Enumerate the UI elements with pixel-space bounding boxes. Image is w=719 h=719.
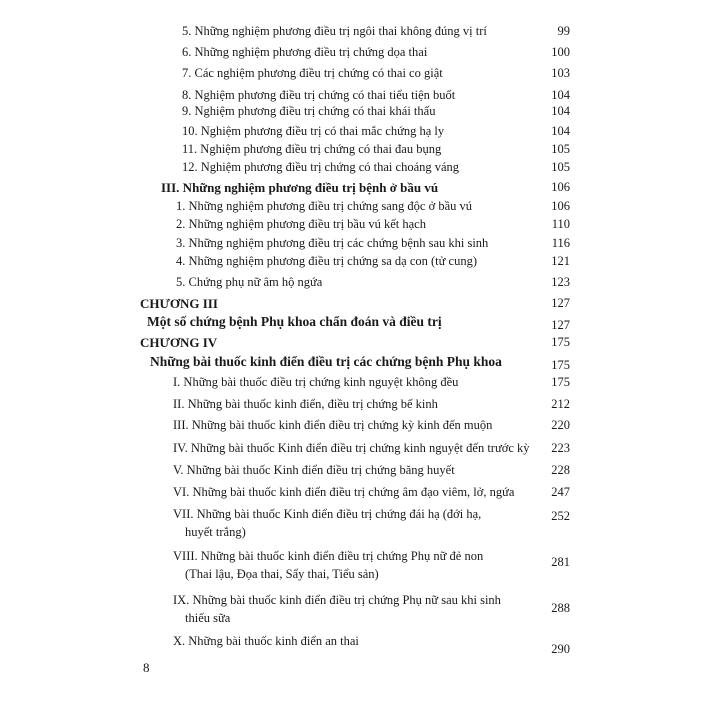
toc-entry-label: 9. Nghiệm phương điều trị chứng có thai khái thấu — [182, 104, 436, 118]
toc-entry-page: 99 — [557, 24, 570, 38]
toc-entry-page: 121 — [551, 254, 570, 268]
toc-entry-label-continued: (Thai lậu, Đọa thai, Sẩy thai, Tiểu sản) — [185, 567, 379, 581]
toc-entry-page: 105 — [551, 142, 570, 156]
toc-entry — [0, 275, 719, 293]
toc-entry-page: 105 — [551, 160, 570, 174]
toc-entry-label: 5. Chứng phụ nữ âm hộ ngứa — [176, 275, 323, 289]
toc-entry-page: 106 — [551, 180, 570, 194]
chapter-heading: CHƯƠNG III — [140, 296, 218, 311]
toc-entry-label: 3. Những nghiệm phương điều trị các chứng bệnh sau khi sinh — [176, 236, 489, 250]
chapter-heading: CHƯƠNG IV — [140, 335, 218, 350]
toc-entry-page: 100 — [551, 45, 570, 59]
toc-entry-page: 104 — [551, 124, 570, 138]
page-number: 8 — [143, 660, 150, 675]
toc-entry-label: 4. Những nghiệm phương điều trị chứng sa dạ con (tử cung) — [176, 254, 478, 268]
toc-entry-label: I. Những bài thuốc điều trị chứng kinh nguyệt không đều — [173, 375, 459, 389]
toc-entry-page: 103 — [551, 66, 570, 80]
toc-entry — [0, 24, 719, 42]
toc-entry-label: 1. Những nghiệm phương điều trị chứng sang độc ở bầu vú — [176, 199, 473, 213]
toc-entry — [0, 375, 719, 393]
toc-entry-label: 6. Những nghiệm phương điều trị chứng dọa thai — [182, 45, 428, 59]
toc-entry-label: 8. Nghiệm phương điều trị chứng có thai tiểu tiện buốt — [182, 88, 456, 102]
toc-entry-label: 11. Nghiệm phương điều trị chứng có thai đau bụng — [182, 142, 442, 156]
toc-entry — [0, 254, 719, 272]
toc-entry-page: 110 — [551, 217, 570, 231]
toc-entry-page: 127 — [551, 296, 570, 310]
toc-entry-page: 175 — [551, 375, 570, 389]
toc-entry — [0, 485, 719, 503]
toc-entry-page: 175 — [551, 358, 570, 372]
toc-entry — [0, 441, 719, 459]
toc-section — [0, 180, 719, 198]
toc-entry-page: 123 — [551, 275, 570, 289]
toc-entry-label: 2. Những nghiệm phương điều trị bầu vú kết hạch — [176, 217, 426, 231]
toc-entry-label: II. Những bài thuốc kinh điển, điều trị chứng bế kinh — [173, 397, 438, 411]
toc-entry-label: VIII. Những bài thuốc kinh điển điều trị chứng Phụ nữ đẻ non — [173, 549, 484, 563]
toc-entry — [0, 549, 719, 585]
toc-entry — [0, 593, 719, 629]
toc-entry-label: VI. Những bài thuốc kinh điển điều trị chứng âm đạo viêm, lở, ngứa — [173, 485, 515, 499]
toc-entry-label: X. Những bài thuốc kinh điển an thai — [173, 634, 359, 648]
toc-entry-page: 223 — [551, 441, 570, 455]
toc-entry — [0, 199, 719, 217]
toc-entry — [0, 418, 719, 436]
toc-entry-label: V. Những bài thuốc Kinh điển điều trị chứng băng huyết — [173, 463, 455, 477]
toc-chapter-title — [0, 354, 719, 374]
toc-entry-label: VII. Những bài thuốc Kinh điển điều trị chứng đái hạ (đới hạ, — [173, 507, 482, 521]
toc-entry-label: IX. Những bài thuốc kinh điển điều trị chứng Phụ nữ sau khi sinh — [173, 593, 501, 607]
toc-chapter — [0, 296, 719, 314]
chapter-title: Những bài thuốc kinh điển điều trị các chứng bệnh Phụ khoa — [150, 354, 502, 369]
toc-entry — [0, 463, 719, 481]
toc-entry — [0, 507, 719, 543]
chapter-title: Một số chứng bệnh Phụ khoa chẩn đoán và điều trị — [147, 314, 442, 329]
toc-entry-page: 247 — [551, 485, 570, 499]
toc-entry — [0, 160, 719, 178]
toc-entry-label: 10. Nghiệm phương điều trị có thai mắc chứng hạ ly — [182, 124, 445, 138]
toc-entry-label: 5. Những nghiệm phương điều trị ngôi thai không đúng vị trí — [182, 24, 487, 38]
toc-entry-page: 127 — [551, 318, 570, 332]
toc-entry-page: 228 — [551, 463, 570, 477]
toc-entry-page: 116 — [551, 236, 570, 250]
toc-entry — [0, 45, 719, 63]
toc-entry — [0, 217, 719, 235]
toc-entry — [0, 397, 719, 415]
toc-entry-page: 252 — [551, 509, 570, 523]
toc-entry — [0, 142, 719, 160]
toc-chapter-title — [0, 314, 719, 334]
toc-entry — [0, 104, 719, 122]
toc-entry-page: 290 — [551, 642, 570, 656]
toc-entry — [0, 634, 719, 658]
toc-section-title: III. Những nghiệm phương điều trị bệnh ở bầu vú — [161, 180, 439, 195]
toc-entry — [0, 124, 719, 142]
toc-entry-page: 175 — [551, 335, 570, 349]
toc-entry-page: 104 — [551, 88, 570, 102]
toc-entry-page: 281 — [551, 555, 570, 569]
toc-entry — [0, 66, 719, 84]
toc-entry-page: 212 — [551, 397, 570, 411]
toc-entry-label: 7. Các nghiệm phương điều trị chứng có thai co giật — [182, 66, 443, 80]
toc-entry-label: 12. Nghiệm phương điều trị chứng có thai choáng váng — [182, 160, 460, 174]
toc-entry-page: 220 — [551, 418, 570, 432]
toc-entry-page: 104 — [551, 104, 570, 118]
toc-entry-label: IV. Những bài thuốc Kinh điển điều trị chứng kinh nguyệt đến trước kỳ — [173, 441, 530, 455]
toc-entry-page: 106 — [551, 199, 570, 213]
toc-entry-page: 288 — [551, 601, 570, 615]
toc-entry-label-continued: thiếu sữa — [185, 611, 231, 625]
toc-entry-label: III. Những bài thuốc kinh điển điều trị chứng kỳ kinh đến muộn — [173, 418, 493, 432]
toc-chapter — [0, 335, 719, 353]
toc-entry — [0, 236, 719, 254]
toc-entry-label-continued: huyết trắng) — [185, 525, 246, 539]
